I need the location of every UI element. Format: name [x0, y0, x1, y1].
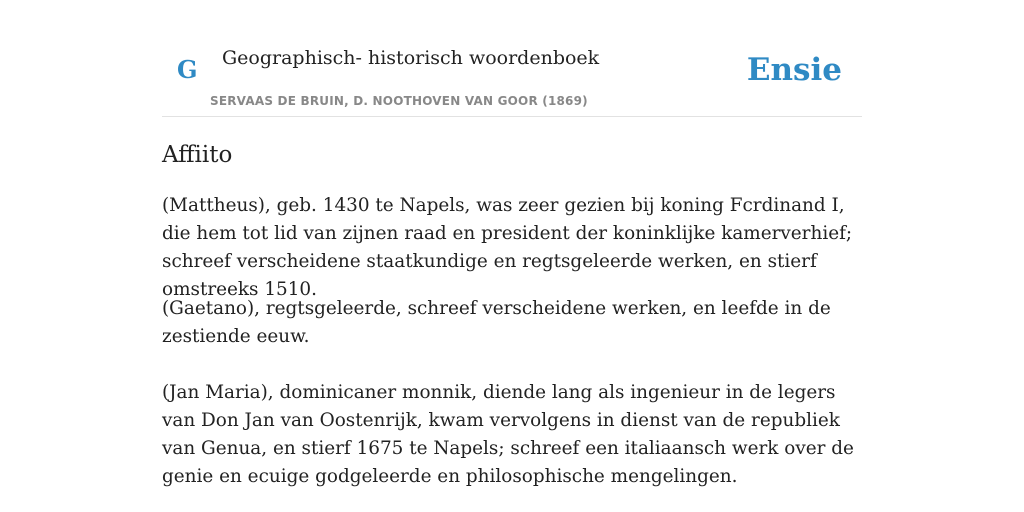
entry-paragraph: (Jan Maria), dominicaner monnik, diende lang als ingenieur in de legers van Don Jan van Oostenrijk, kwam vervolgens in dienst van de republiek van Genua, en stierf 1675 te Napels; schreef een italiaansch werk over de genie en ecuige godgeleerde en philosophische mengelingen.	[162, 382, 854, 487]
entry-paragraph: (Mattheus), geb. 1430 te Napels, was zeer gezien bij koning Fcrdinand I, die hem tot lid van zijnen raad en president der koninklijke kamerverhief; schreef verscheidene staatkundige en regtsgeleerde werken, en stierf omstreeks 1510.	[162, 195, 853, 300]
book-authors: SERVAAS DE BRUIN, D. NOOTHOVEN VAN GOOR (1869)	[210, 94, 588, 108]
entry-paragraph: (Gaetano), regtsgeleerde, schreef verscheidene werken, en leefde in de zestiende eeuw.	[162, 298, 831, 347]
book-title[interactable]: Geographisch- historisch woordenboek	[222, 47, 600, 69]
brand-logo[interactable]: Ensie	[746, 52, 842, 88]
book-logo-link[interactable]: G	[177, 55, 198, 84]
header	[162, 0, 862, 117]
entry-title: Affiito	[162, 142, 233, 168]
